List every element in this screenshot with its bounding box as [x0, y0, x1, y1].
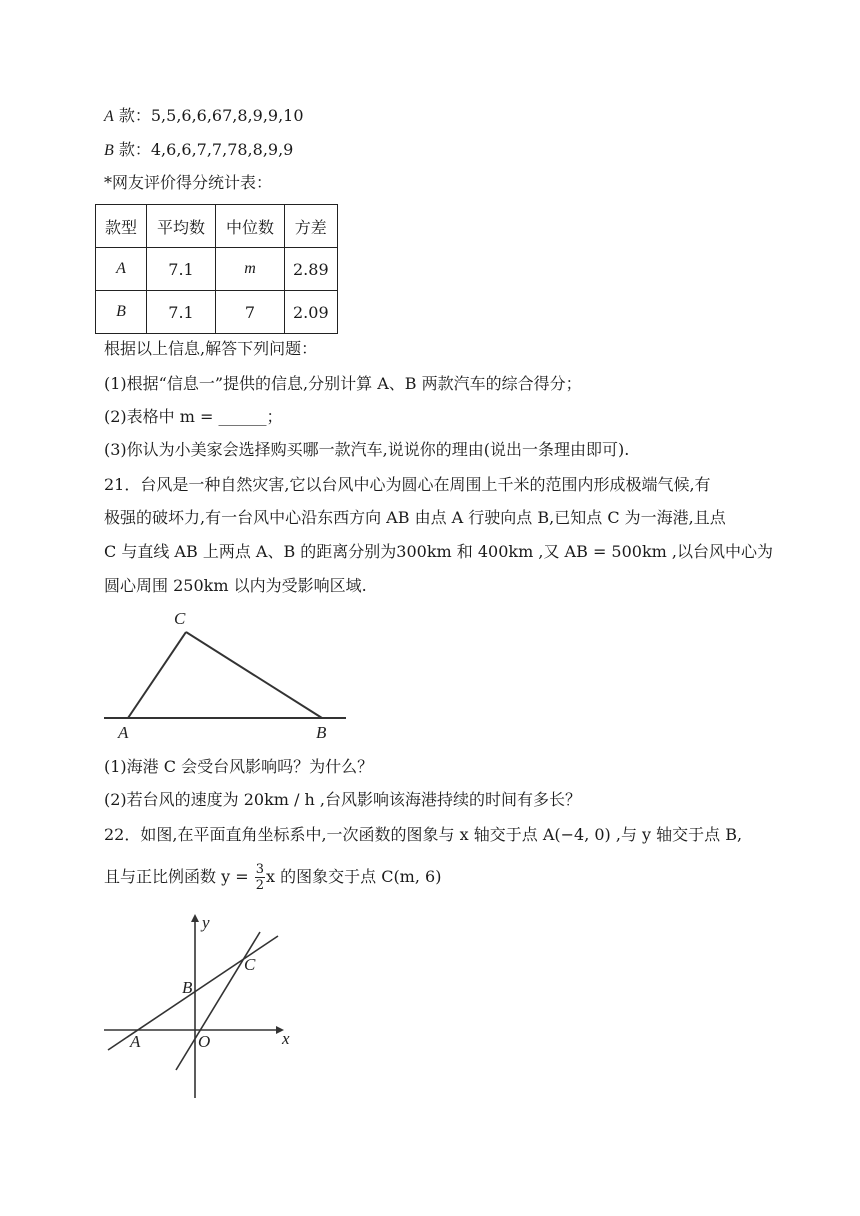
q21-line-3: C 与直线 AB 上两点 A、B 的距离分别为300km 和 400km ,又 AB = 500km ,以台风中心为 — [104, 542, 774, 561]
table-row — [96, 248, 338, 291]
q21-part-1: (1)海港 C 会受台风影响吗？为什么？ — [104, 757, 374, 776]
q20-intro: 根据以上信息,解答下列问题： — [104, 339, 318, 358]
data-a-text: 款：5,5,6,6,67,8,9,9,10 — [113, 106, 304, 125]
table-cell: 7.1 — [147, 248, 216, 291]
label-b: B — [104, 142, 114, 159]
score-table — [95, 204, 338, 334]
table-header: 平均数 — [147, 205, 216, 248]
coordinate-figure — [100, 908, 300, 1104]
table-cell: 2.89 — [285, 248, 338, 291]
q21-line-4: 圆心周围 250km 以内为受影响区域. — [104, 576, 367, 595]
q22-line-1: 22．如图,在平面直角坐标系中,一次函数的图象与 x 轴交于点 A(−4, 0) ,与 y 轴交于点 B, — [104, 825, 743, 844]
point-a-label: A — [118, 723, 129, 742]
triangle-figure — [100, 604, 360, 746]
table-cell: 7 — [216, 291, 285, 334]
point-b-label: B — [316, 723, 327, 742]
x-axis-label: x — [282, 1029, 290, 1048]
fraction — [255, 862, 265, 893]
table-header: 中位数 — [216, 205, 285, 248]
point-c-label: C — [174, 609, 186, 628]
q22-line-2-pre: 且与正比例函数 y = — [104, 867, 254, 886]
label-a: A — [104, 108, 114, 125]
table-header: 款型 — [96, 205, 147, 248]
q20-part-1: (1)根据“信息一”提供的信息,分别计算 A、B 两款汽车的综合得分； — [104, 374, 582, 393]
segment-cb — [186, 632, 322, 718]
origin-label: O — [198, 1032, 211, 1051]
table-header: 方差 — [285, 205, 338, 248]
y-axis-label: y — [202, 913, 210, 932]
point-b-label: B — [182, 978, 193, 997]
table-cell: B — [96, 291, 147, 334]
q21-line-1: 21．台风是一种自然灾害,它以台风中心为圆心在周围上千米的范围内形成极端气候,有 — [104, 475, 711, 494]
proportional-function-line — [176, 932, 260, 1070]
point-a-label: A — [130, 1032, 141, 1051]
table-cell: 2.09 — [285, 291, 338, 334]
q21-part-2: (2)若台风的速度为 20km / h ,台风影响该海港持续的时间有多长？ — [104, 790, 582, 809]
q20-part-3: (3)你认为小美家会选择购买哪一款汽车,说说你的理由(说出一条理由即可). — [104, 440, 630, 459]
data-b-text: 款：4,6,6,7,7,78,8,9,9 — [113, 140, 294, 159]
table-title: *网友评价得分统计表： — [104, 173, 273, 192]
segment-ac — [128, 632, 186, 718]
table-cell: 7.1 — [147, 291, 216, 334]
table-cell: A — [96, 248, 147, 291]
fraction-numerator: 3 — [255, 862, 264, 877]
table-cell: m — [216, 248, 285, 291]
table-header-row — [96, 205, 338, 248]
table-row — [96, 291, 338, 334]
q22-line-2 — [104, 862, 441, 893]
y-axis-arrow — [191, 914, 199, 922]
fraction-denominator: 2 — [255, 878, 264, 893]
q21-line-2: 极强的破坏力,有一台风中心沿东西方向 AB 由点 A 行驶向点 B,已知点 C 为一海港,且点 — [104, 508, 726, 527]
data-line-a — [104, 105, 304, 128]
q20-part-2: (2)表格中 m = ______； — [104, 407, 283, 426]
point-c-label: C — [244, 955, 256, 974]
data-line-b — [104, 139, 293, 162]
q22-line-2-post: x 的图象交于点 C(m, 6) — [266, 867, 442, 886]
